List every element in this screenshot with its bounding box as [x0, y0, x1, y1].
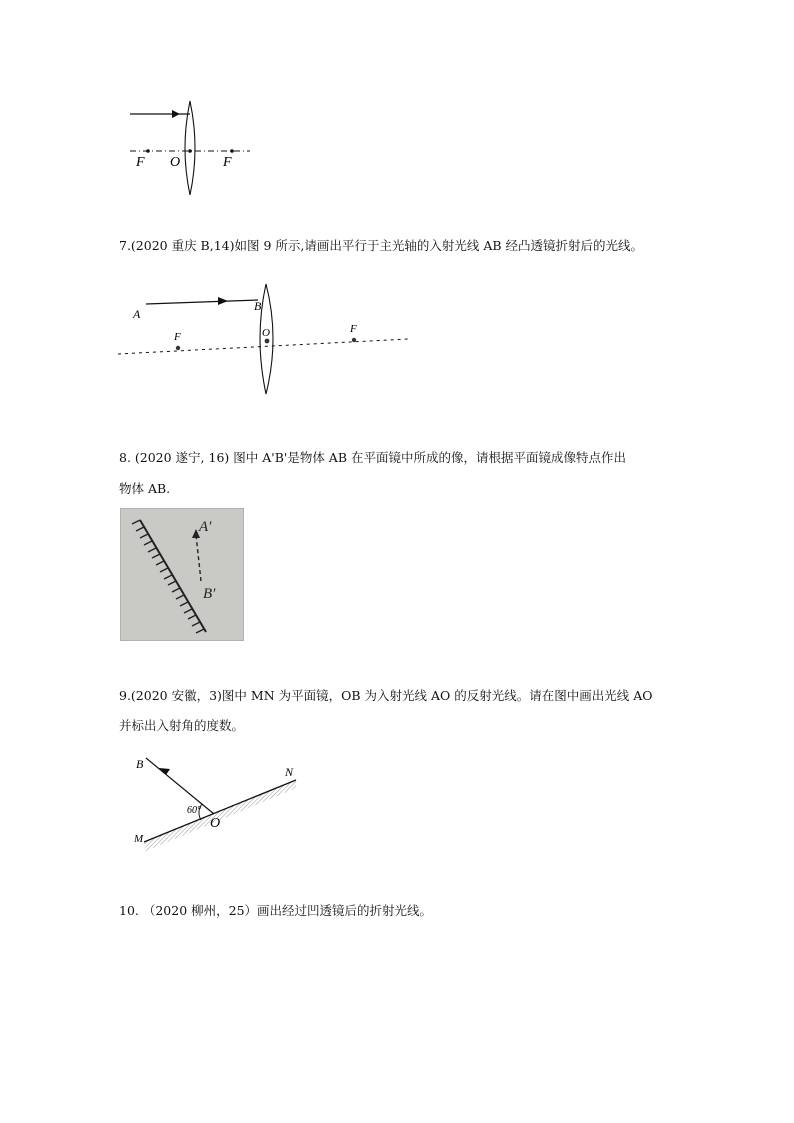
- label-o: O: [170, 155, 181, 170]
- question-7-text: 7.(2020 重庆 B,14)如图 9 所示,请画出平行于主光轴的入射光线 AB 经凸透镜折射后的光线。: [119, 238, 644, 253]
- label-a-prime: A′: [199, 519, 212, 535]
- label-f-left: F: [136, 155, 145, 170]
- convex-lens-figure-2: [118, 280, 418, 402]
- label-o: O: [262, 327, 270, 339]
- label-o: O: [210, 816, 221, 831]
- question-9-line-1: 9.(2020 安徽，3)图中 MN 为平面镜，OB 为入射光线 AO 的反射光线。请在图中画出光线 AO: [119, 688, 653, 703]
- convex-lens-figure-1: [120, 95, 260, 195]
- arrow-head: [218, 297, 228, 305]
- question-9-line-2: 并标出入射角的度数。: [119, 718, 245, 733]
- reflected-ray-ob: [146, 758, 214, 814]
- label-angle: 60°: [187, 805, 201, 816]
- label-n: N: [285, 765, 294, 779]
- label-f-right: F: [223, 155, 232, 170]
- label-f-right: F: [350, 323, 357, 335]
- mirror-reflection-figure: [128, 754, 308, 859]
- plane-mirror-photo: [120, 508, 244, 641]
- label-m: M: [134, 833, 144, 845]
- label-b: B: [136, 757, 144, 771]
- question-8-line-2: 物体 AB.: [119, 481, 171, 496]
- question-8-line-1: 8. (2020 遂宁, 16) 图中 A'B'是物体 AB 在平面镜中所成的像，请根据平面镜成像特点作出: [119, 450, 626, 465]
- label-b-prime: B′: [203, 586, 216, 602]
- ray-ab: [146, 300, 258, 304]
- label-a: A: [133, 307, 141, 321]
- label-b: B: [254, 299, 262, 313]
- convex-lens: [185, 101, 195, 195]
- question-10-text: 10. （2020 柳州，25）画出经过凹透镜后的折射光线。: [119, 903, 433, 918]
- arrow-head: [172, 110, 180, 118]
- mirror-mn: [144, 780, 296, 842]
- label-f-left: F: [174, 331, 181, 343]
- principal-axis: [118, 339, 408, 354]
- photo-background: [120, 508, 244, 641]
